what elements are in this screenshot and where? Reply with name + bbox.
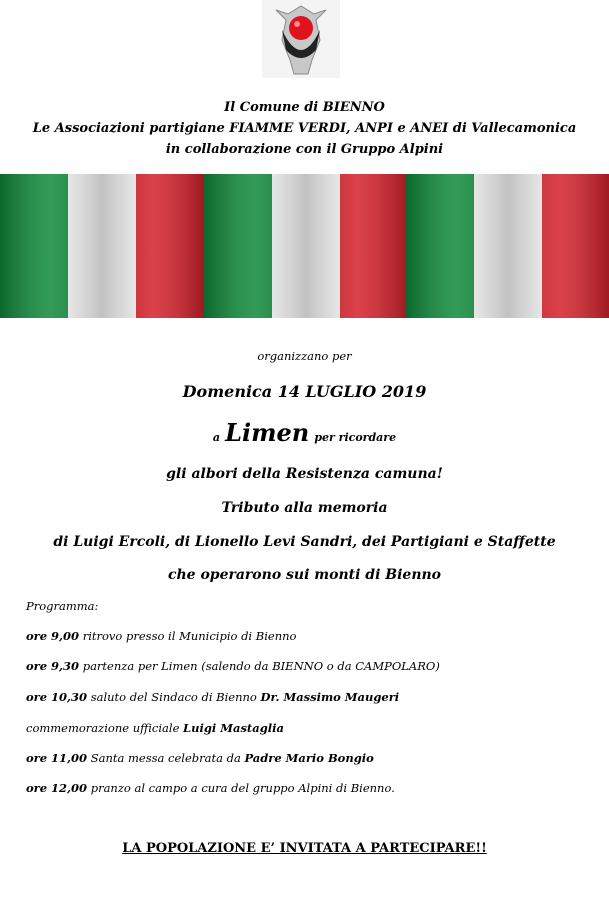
limen-suffix: per ricordare bbox=[314, 431, 397, 444]
event-date: Domenica 14 LUGLIO 2019 bbox=[182, 382, 427, 401]
programma-time: ore 12,00 bbox=[26, 781, 88, 795]
limen-title: Limen bbox=[225, 418, 310, 447]
header-line-3: in collaborazione con il Gruppo Alpini bbox=[165, 142, 444, 157]
municipal-logo bbox=[262, 0, 340, 78]
programma-text: saluto del Sindaco di Bienno bbox=[87, 690, 261, 704]
limen-prefix: a bbox=[212, 431, 221, 444]
header bbox=[0, 97, 609, 160]
programma-item bbox=[26, 781, 395, 795]
programma-item bbox=[26, 721, 284, 735]
header-line-1: Il Comune di BIENNO bbox=[224, 100, 385, 115]
italian-flag-band bbox=[0, 174, 609, 318]
programma-text: Santa messa celebrata da bbox=[87, 751, 245, 765]
subtitle-2: Tributo alla memoria bbox=[221, 500, 388, 516]
header-line-2: Le Associazioni partigiane FIAMME VERDI, ANPI e ANEI di Vallecamonica bbox=[32, 121, 577, 136]
programma-person: Luigi Mastaglia bbox=[183, 721, 284, 735]
subtitle-1: gli albori della Resistenza camuna! bbox=[166, 466, 443, 482]
limen-line bbox=[0, 418, 609, 447]
programma-text: commemorazione ufficiale bbox=[26, 721, 184, 735]
programma-text: pranzo al campo a cura del gruppo Alpini di Bienno. bbox=[87, 781, 395, 795]
organize-text: organizzano per bbox=[257, 349, 352, 363]
programma-item bbox=[26, 690, 399, 704]
programma-person: Dr. Massimo Maugeri bbox=[260, 690, 400, 704]
programma-label: Programma: bbox=[26, 599, 99, 613]
programma-item bbox=[26, 659, 440, 673]
subtitle-3: di Luigi Ercoli, di Lionello Levi Sandri, dei Partigiani e Staffette bbox=[53, 534, 556, 550]
programma-person: Padre Mario Bongio bbox=[244, 751, 374, 765]
programma-text: partenza per Limen (salendo da BIENNO o da CAMPOLARO) bbox=[79, 659, 440, 673]
programma-item bbox=[26, 629, 296, 643]
programma-item bbox=[26, 751, 374, 765]
footer-invite: LA POPOLAZIONE E’ INVITATA A PARTECIPARE!! bbox=[122, 841, 487, 856]
subtitle-4: che operarono sui monti di Bienno bbox=[167, 567, 442, 583]
programma-time: ore 9,00 bbox=[26, 629, 80, 643]
programma-text: ritrovo presso il Municipio di Bienno bbox=[79, 629, 297, 643]
programma-time: ore 10,30 bbox=[26, 690, 88, 704]
programma-time: ore 11,00 bbox=[26, 751, 88, 765]
programma-time: ore 9,30 bbox=[26, 659, 80, 673]
